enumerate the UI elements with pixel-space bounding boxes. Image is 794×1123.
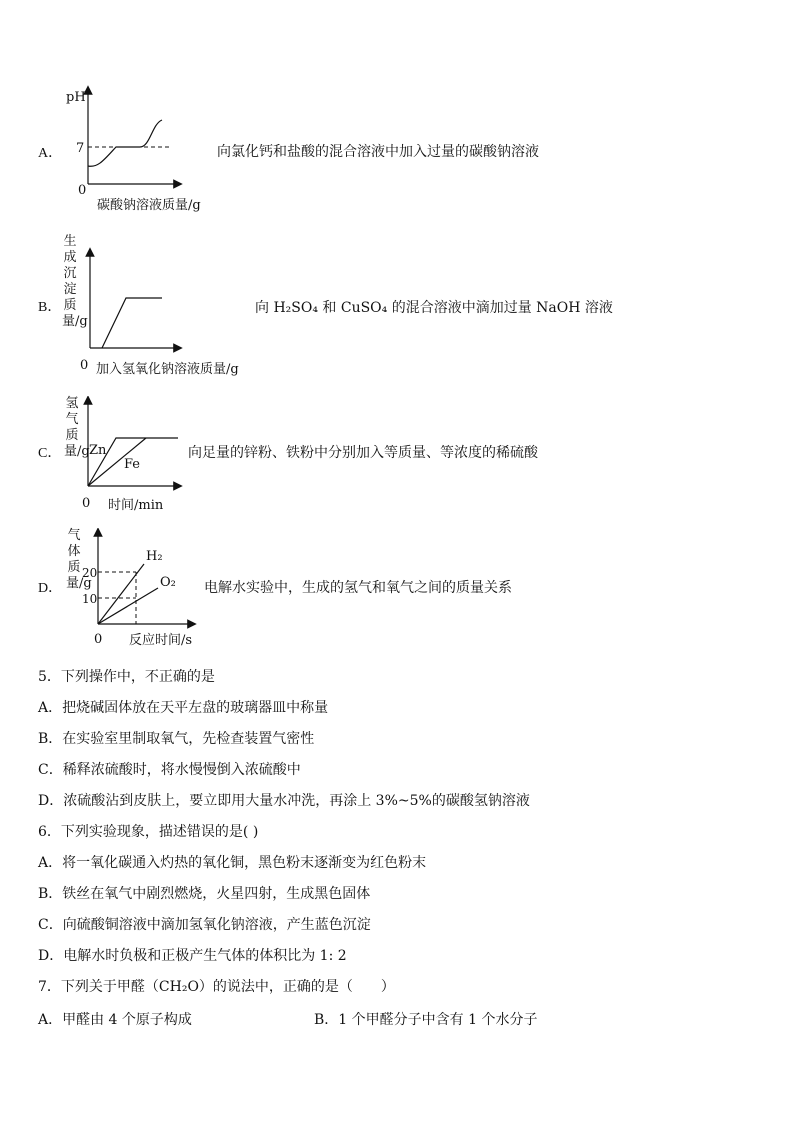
y-axis-label: pH bbox=[66, 90, 86, 105]
h2-line bbox=[98, 564, 144, 624]
question-6-stem: 6．下列实验现象，描述错误的是( ) bbox=[38, 824, 259, 840]
graph-b-ylabel: 生成沉淀质量/g bbox=[62, 234, 88, 329]
precipitate-line bbox=[102, 298, 162, 348]
question-6-option-a: A．将一氧化碳通入灼热的氧化铜，黑色粉末逐渐变为红色粉末 bbox=[38, 855, 427, 871]
graph-d-origin: 0 bbox=[94, 632, 103, 647]
graph-b-origin: 0 bbox=[80, 358, 89, 373]
option-a-description: 向氯化钙和盐酸的混合溶液中加入过量的碳酸钠溶液 bbox=[217, 144, 539, 160]
origin-label: 0 bbox=[78, 183, 87, 198]
question-5-option-b: B．在实验室里制取氧气，先检查装置气密性 bbox=[38, 731, 315, 747]
graph-b-xlabel: 加入氢氧化钠溶液质量/g bbox=[96, 362, 239, 377]
question-7-option-b: B．1 个甲醛分子中含有 1 个水分子 bbox=[314, 1012, 538, 1028]
y-tick-20: 20 bbox=[82, 566, 98, 580]
graph-c bbox=[80, 396, 190, 500]
question-6-option-c: C．向硫酸铜溶液中滴加氢氧化钠溶液，产生蓝色沉淀 bbox=[38, 917, 371, 933]
question-6-option-b: B．铁丝在氧气中剧烈燃烧，火星四射，生成黑色固体 bbox=[38, 886, 371, 902]
graph-a-xlabel: 碳酸钠溶液质量/g bbox=[97, 198, 201, 213]
option-a-letter: A． bbox=[38, 146, 63, 161]
graph-c-xlabel: 时间/min bbox=[108, 498, 164, 513]
question-5-stem: 5．下列操作中，不正确的是 bbox=[38, 669, 215, 685]
graph-c-ylabel: 氢气质量/g bbox=[64, 396, 90, 459]
option-c-letter: C． bbox=[38, 446, 62, 461]
graph-d-ylabel: 气体质量/g bbox=[66, 528, 92, 591]
question-5-option-a: A．把烧碱固体放在天平左盘的玻璃器皿中称量 bbox=[38, 700, 329, 716]
option-b-letter: B． bbox=[38, 300, 62, 315]
o2-label: O₂ bbox=[160, 575, 176, 590]
option-c-description: 向足量的锌粉、铁粉中分别加入等质量、等浓度的稀硫酸 bbox=[188, 445, 538, 461]
option-d-letter: D． bbox=[38, 581, 63, 596]
ph-curve bbox=[88, 120, 162, 166]
question-6-option-d: D．电解水时负极和正极产生气体的体积比为 1: 2 bbox=[38, 948, 347, 964]
question-7-stem: 7．下列关于甲醛（CH₂O）的说法中，正确的是（ ） bbox=[38, 979, 395, 995]
question-7-option-a: A．甲醛由 4 个原子构成 bbox=[38, 1012, 192, 1028]
fe-label: Fe bbox=[124, 457, 141, 472]
graph-b bbox=[80, 244, 190, 364]
o2-line bbox=[98, 588, 158, 624]
h2-label: H₂ bbox=[146, 549, 163, 564]
option-b-description: 向 H₂SO₄ 和 CuSO₄ 的混合溶液中滴加过量 NaOH 溶液 bbox=[255, 300, 613, 316]
graph-c-origin: 0 bbox=[82, 496, 91, 511]
question-5-option-d: D．浓硫酸沾到皮肤上，要立即用大量水冲洗，再涂上 3%~5%的碳酸氢钠溶液 bbox=[38, 793, 530, 809]
y-tick-10: 10 bbox=[82, 592, 98, 606]
y-mark-7: 7 bbox=[76, 141, 85, 156]
question-5-option-c: C．稀释浓硫酸时，将水慢慢倒入浓硫酸中 bbox=[38, 762, 301, 778]
graph-d-xlabel: 反应时间/s bbox=[129, 633, 193, 648]
graph-d bbox=[80, 528, 200, 634]
option-d-description: 电解水实验中，生成的氢气和氧气之间的质量关系 bbox=[204, 580, 512, 596]
zn-label: Zn bbox=[89, 443, 107, 458]
